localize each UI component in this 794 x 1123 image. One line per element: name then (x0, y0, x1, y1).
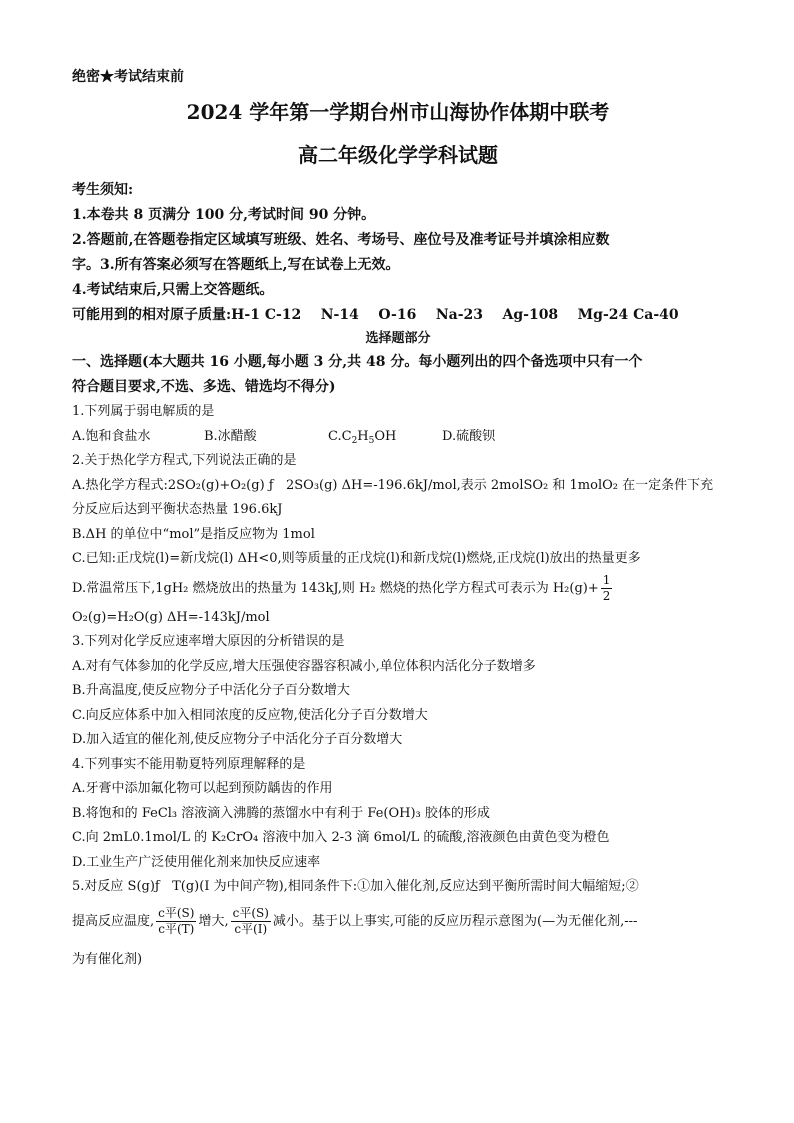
question-4-stem: 4.下列事实不能用勒夏特列原理解释的是 (72, 756, 306, 772)
question-2-stem: 2.关于热化学方程式,下列说法正确的是 (72, 453, 297, 468)
section-title: 选择题部分 (365, 331, 431, 346)
option-b: B.升高温度,使反应物分子中活化分子百分数增大 (72, 683, 350, 698)
option-a: A.牙膏中添加氟化物可以起到预防龋齿的作用 (72, 781, 333, 796)
notice-line-1: 1.本卷共 8 页满分 100 分,考试时间 90 分钟。 (72, 207, 376, 223)
option-a: A.饱和食盐水 (72, 428, 151, 444)
option-d-line-1: D.常温常压下,1gH₂ 燃烧放出的热量为 143kJ,则 H₂ 燃烧的热化学方程式可表示为 H₂(g)+ $\frac{1}{2}$ (72, 572, 611, 603)
option-d: D.硫酸钡 (442, 428, 496, 444)
notice-line-4: 4.考试结束后,只需上交答题纸。 (72, 282, 274, 298)
option-d-line-2: O₂(g)=H₂O(g) ΔH=-143kJ/mol (72, 609, 270, 625)
question-5-line-2: 提高反应温度, $\frac{\text{c平(S)}}{\text{c平(T)}}$ 增大, $\frac{\text{c平(S)}}{\text{c平(I)}}$ 减小。基于以上事实,可能的反应历程示意图为(—为无催化剂,--- (72, 905, 638, 936)
notice-line-2: 2.答题前,在答题卷指定区域填写班级、姓名、考场号、座位号及准考证号并填涂相应数 (72, 232, 610, 248)
option-c: $C.C_2H_5OH$ (328, 428, 397, 446)
question-1 (72, 400, 724, 449)
confidential-mark: 绝密★考试结束前 (72, 69, 184, 85)
notice-heading: 考生须知: (72, 182, 134, 198)
fraction-one-half: $\frac{1}{2}$ (602, 572, 611, 603)
option-b: B.将饱和的 FeCl₃ 溶液滴入沸腾的蒸馏水中有利于 Fe(OH)₃ 胶体的形成 (72, 805, 490, 821)
option-b: B.冰醋酸 (204, 428, 257, 444)
exam-subtitle: 高二年级化学学科试题 (298, 143, 498, 167)
option-d: D.工业生产广泛使用催化剂来加快反应速率 (72, 854, 321, 870)
question-1-stem: 1.下列属于弱电解质的是 (72, 404, 215, 419)
question-3-stem: 3.下列对化学反应速率增大原因的分析错误的是 (72, 634, 345, 649)
option-c: C.向反应体系中加入相同浓度的反应物,使活化分子百分数增大 (72, 707, 428, 723)
question-3 (72, 630, 724, 753)
option-c: C.已知:正戊烷(l)=新戊烷(l) ΔH<0,则等质量的正戊烷(l)和新戊烷(l)燃烧,正戊烷(l)放出的热量更多 (72, 551, 641, 566)
exam-title: 2024 学年第一学期台州市山海协作体期中联考 (186, 100, 610, 124)
question-5-line-1: 5.对反应 S(g)ƒ T(g)(I 为中间产物),相同条件下:①加入催化剂,反应达到平衡所需时间大幅缩短;② (72, 879, 639, 894)
option-a: A.对有气体参加的化学反应,增大压强使容器容积减小,单位体积内活化分子数增多 (72, 658, 536, 674)
option-c: C.向 2mL0.1mol/L 的 K₂CrO₄ 溶液中加入 2-3 滴 6mol/L 的硫酸,溶液颜色由黄色变为橙色 (72, 830, 610, 845)
part-instructions-1: 一、选择题(本大题共 16 小题,每小题 3 分,共 48 分。每小题列出的四个备选项中只有一个 (72, 354, 643, 370)
fraction-s-over-t: $\frac{\text{c平(S)}}{\text{c平(T)}}$ (158, 905, 195, 936)
option-b: B.ΔH 的单位中“mol”是指反应物为 1mol (72, 526, 315, 542)
option-a-line-2: 分反应后达到平衡状态热量 196.6kJ (72, 502, 283, 517)
exam-page (72, 66, 724, 972)
part-instructions-2: 符合题目要求,不选、多选、错选均不得分) (72, 379, 336, 395)
atomic-masses: 可能用到的相对原子质量:H-1 C-12 N-14 O-16 Na-23 Ag-108 Mg-24 Ca-40 (72, 307, 679, 323)
question-5-line-3: 为有催化剂) (72, 951, 143, 967)
notice-line-3: 字。3.所有答案必须写在答题纸上,写在试卷上无效。 (72, 257, 400, 273)
exam-notice (72, 178, 724, 328)
question-2 (72, 449, 724, 630)
option-a-line-1: A.热化学方程式:2SO₂(g)+O₂(g) ƒ 2SO₃(g) ΔH=-196.6kJ/mol,表示 2molSO₂ 和 1molO₂ 在一定条件下充 (72, 477, 714, 493)
question-4 (72, 753, 724, 876)
question-5 (72, 875, 724, 972)
option-d: D.加入适宜的催化剂,使反应物分子中活化分子百分数增大 (72, 732, 403, 747)
fraction-s-over-i: $\frac{\text{c平(S)}}{\text{c平(I)}}$ (232, 905, 269, 936)
question-1-options (72, 425, 724, 450)
